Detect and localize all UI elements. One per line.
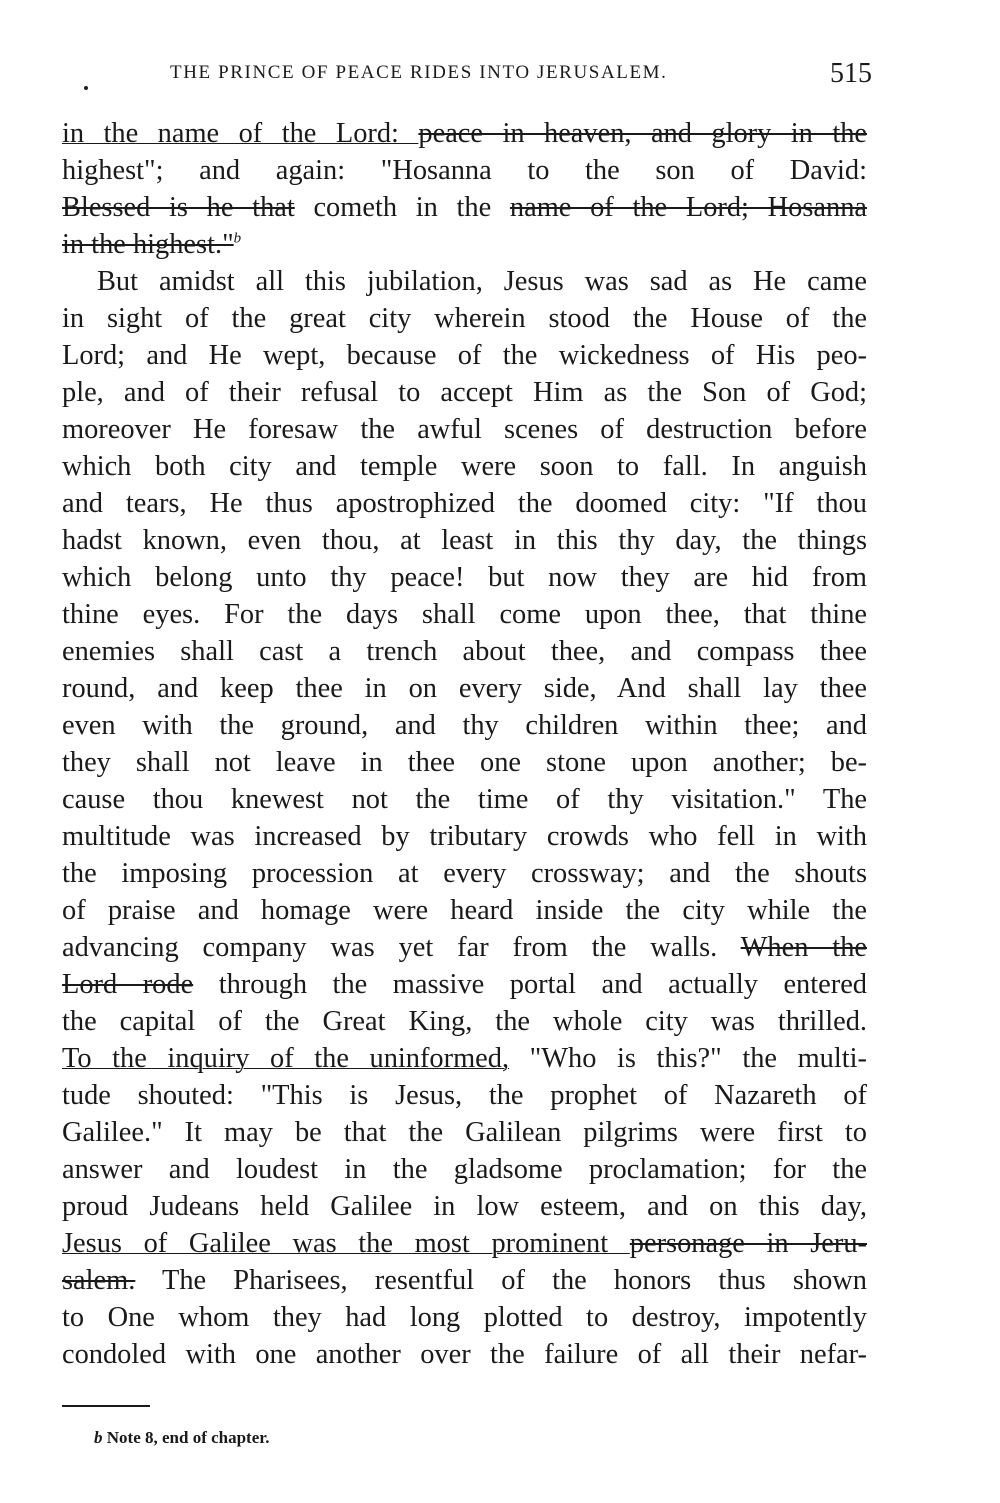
text-line-10: which both city and temple were soon to fall. In anguish — [62, 451, 867, 482]
text-line-29: answer and loudest in the gladsome proclamation; for the — [62, 1154, 867, 1185]
text-line-6: in sight of the great city wherein stood the House of the — [62, 303, 867, 334]
text-line-1 — [62, 115, 867, 152]
footnote-rule — [62, 1405, 150, 1407]
running-head — [62, 58, 872, 98]
text-line-22: of praise and homage were heard inside the city while the — [62, 895, 867, 926]
text-line-17: even with the ground, and thy children within thee; and — [62, 710, 867, 741]
text-line-30: proud Judeans held Galilee in low esteem, and on this day, — [62, 1191, 867, 1222]
footnote — [94, 1428, 270, 1448]
text-line-27: tude shouted: "This is Jesus, the prophet of Nazareth of — [62, 1080, 867, 1111]
footnote-reference: b — [233, 230, 242, 247]
struck-phrase: in the highest." — [62, 229, 234, 260]
annotated-phrase: To the inquiry of the uninformed, — [62, 1043, 510, 1074]
text-line-13: which belong unto thy peace! but now they are hid from — [62, 562, 867, 593]
text-line-14: thine eyes. For the days shall come upon thee, that thine — [62, 599, 867, 630]
text-line-31 — [62, 1225, 867, 1262]
text-line-8: ple, and of their refusal to accept Him as the Son of God; — [62, 377, 867, 408]
text-line-28: Galilee." It may be that the Galilean pilgrims were first to — [62, 1117, 867, 1148]
struck-phrase: Lord rode — [62, 969, 194, 1000]
page-number: 515 — [830, 58, 872, 89]
text-line-5: But amidst all this jubilation, Jesus was sad as He came — [97, 266, 867, 297]
annotated-phrase: Jesus of Galilee was the most prominent — [62, 1228, 630, 1259]
text-line-18: they shall not leave in thee one stone upon another; be- — [62, 747, 867, 778]
text-line-21: the imposing procession at every crossway; and the shouts — [62, 858, 867, 889]
text-line-34: condoled with one another over the failure of all their nefar- — [62, 1339, 867, 1370]
text-line-7: Lord; and He wept, because of the wickedness of His peo- — [62, 340, 867, 371]
ink-speck — [84, 86, 88, 90]
text-line-9: moreover He foresaw the awful scenes of destruction before — [62, 414, 867, 445]
text-line-3: Blessed is he that cometh in the name of the Lord; Hosanna — [62, 192, 867, 223]
footnote-mark: b — [94, 1428, 103, 1447]
text-line-12: hadst known, even thou, at least in this thy day, the things — [62, 525, 867, 556]
struck-phrase: Blessed is he that — [62, 192, 295, 223]
struck-phrase: personage in Jeru- — [629, 1228, 867, 1259]
text-line-25: the capital of the Great King, the whole city was thrilled. — [62, 1006, 867, 1037]
text-line-16: round, and keep thee in on every side, And shall lay thee — [62, 673, 867, 704]
text-line-19: cause thou knewest not the time of thy visitation." The — [62, 784, 867, 815]
text-line-23: advancing company was yet far from the walls. When the — [62, 932, 867, 963]
body-text — [62, 115, 867, 1373]
running-title: THE PRINCE OF PEACE RIDES INTO JERUSALEM. — [170, 62, 668, 83]
text-line-32: salem. The Pharisees, resentful of the honors thus shown — [62, 1265, 867, 1296]
struck-phrase: salem. — [62, 1265, 136, 1296]
struck-phrase: When the — [740, 932, 867, 963]
annotated-phrase: in the name of the Lord: — [62, 118, 419, 149]
footnote-text: Note 8, end of chapter. — [102, 1428, 270, 1447]
text-line-26: To the inquiry of the uninformed, "Who is this?" the multi- — [62, 1043, 867, 1074]
text-line-11: and tears, He thus apostrophized the doomed city: "If thou — [62, 488, 867, 519]
struck-phrase: peace in heaven, and glory in the — [418, 118, 867, 149]
text-line-24: Lord rode through the massive portal and actually entered — [62, 969, 867, 1000]
text-line-2: highest"; and again: "Hosanna to the son of David: — [62, 155, 867, 186]
text-line-20: multitude was increased by tributary crowds who fell in with — [62, 821, 867, 852]
text-line-15: enemies shall cast a trench about thee, and compass thee — [62, 636, 867, 667]
struck-phrase: name of the Lord; Hosanna — [509, 192, 867, 223]
text-line-4 — [62, 226, 867, 263]
text-line-33: to One whom they had long plotted to destroy, impotently — [62, 1302, 867, 1333]
